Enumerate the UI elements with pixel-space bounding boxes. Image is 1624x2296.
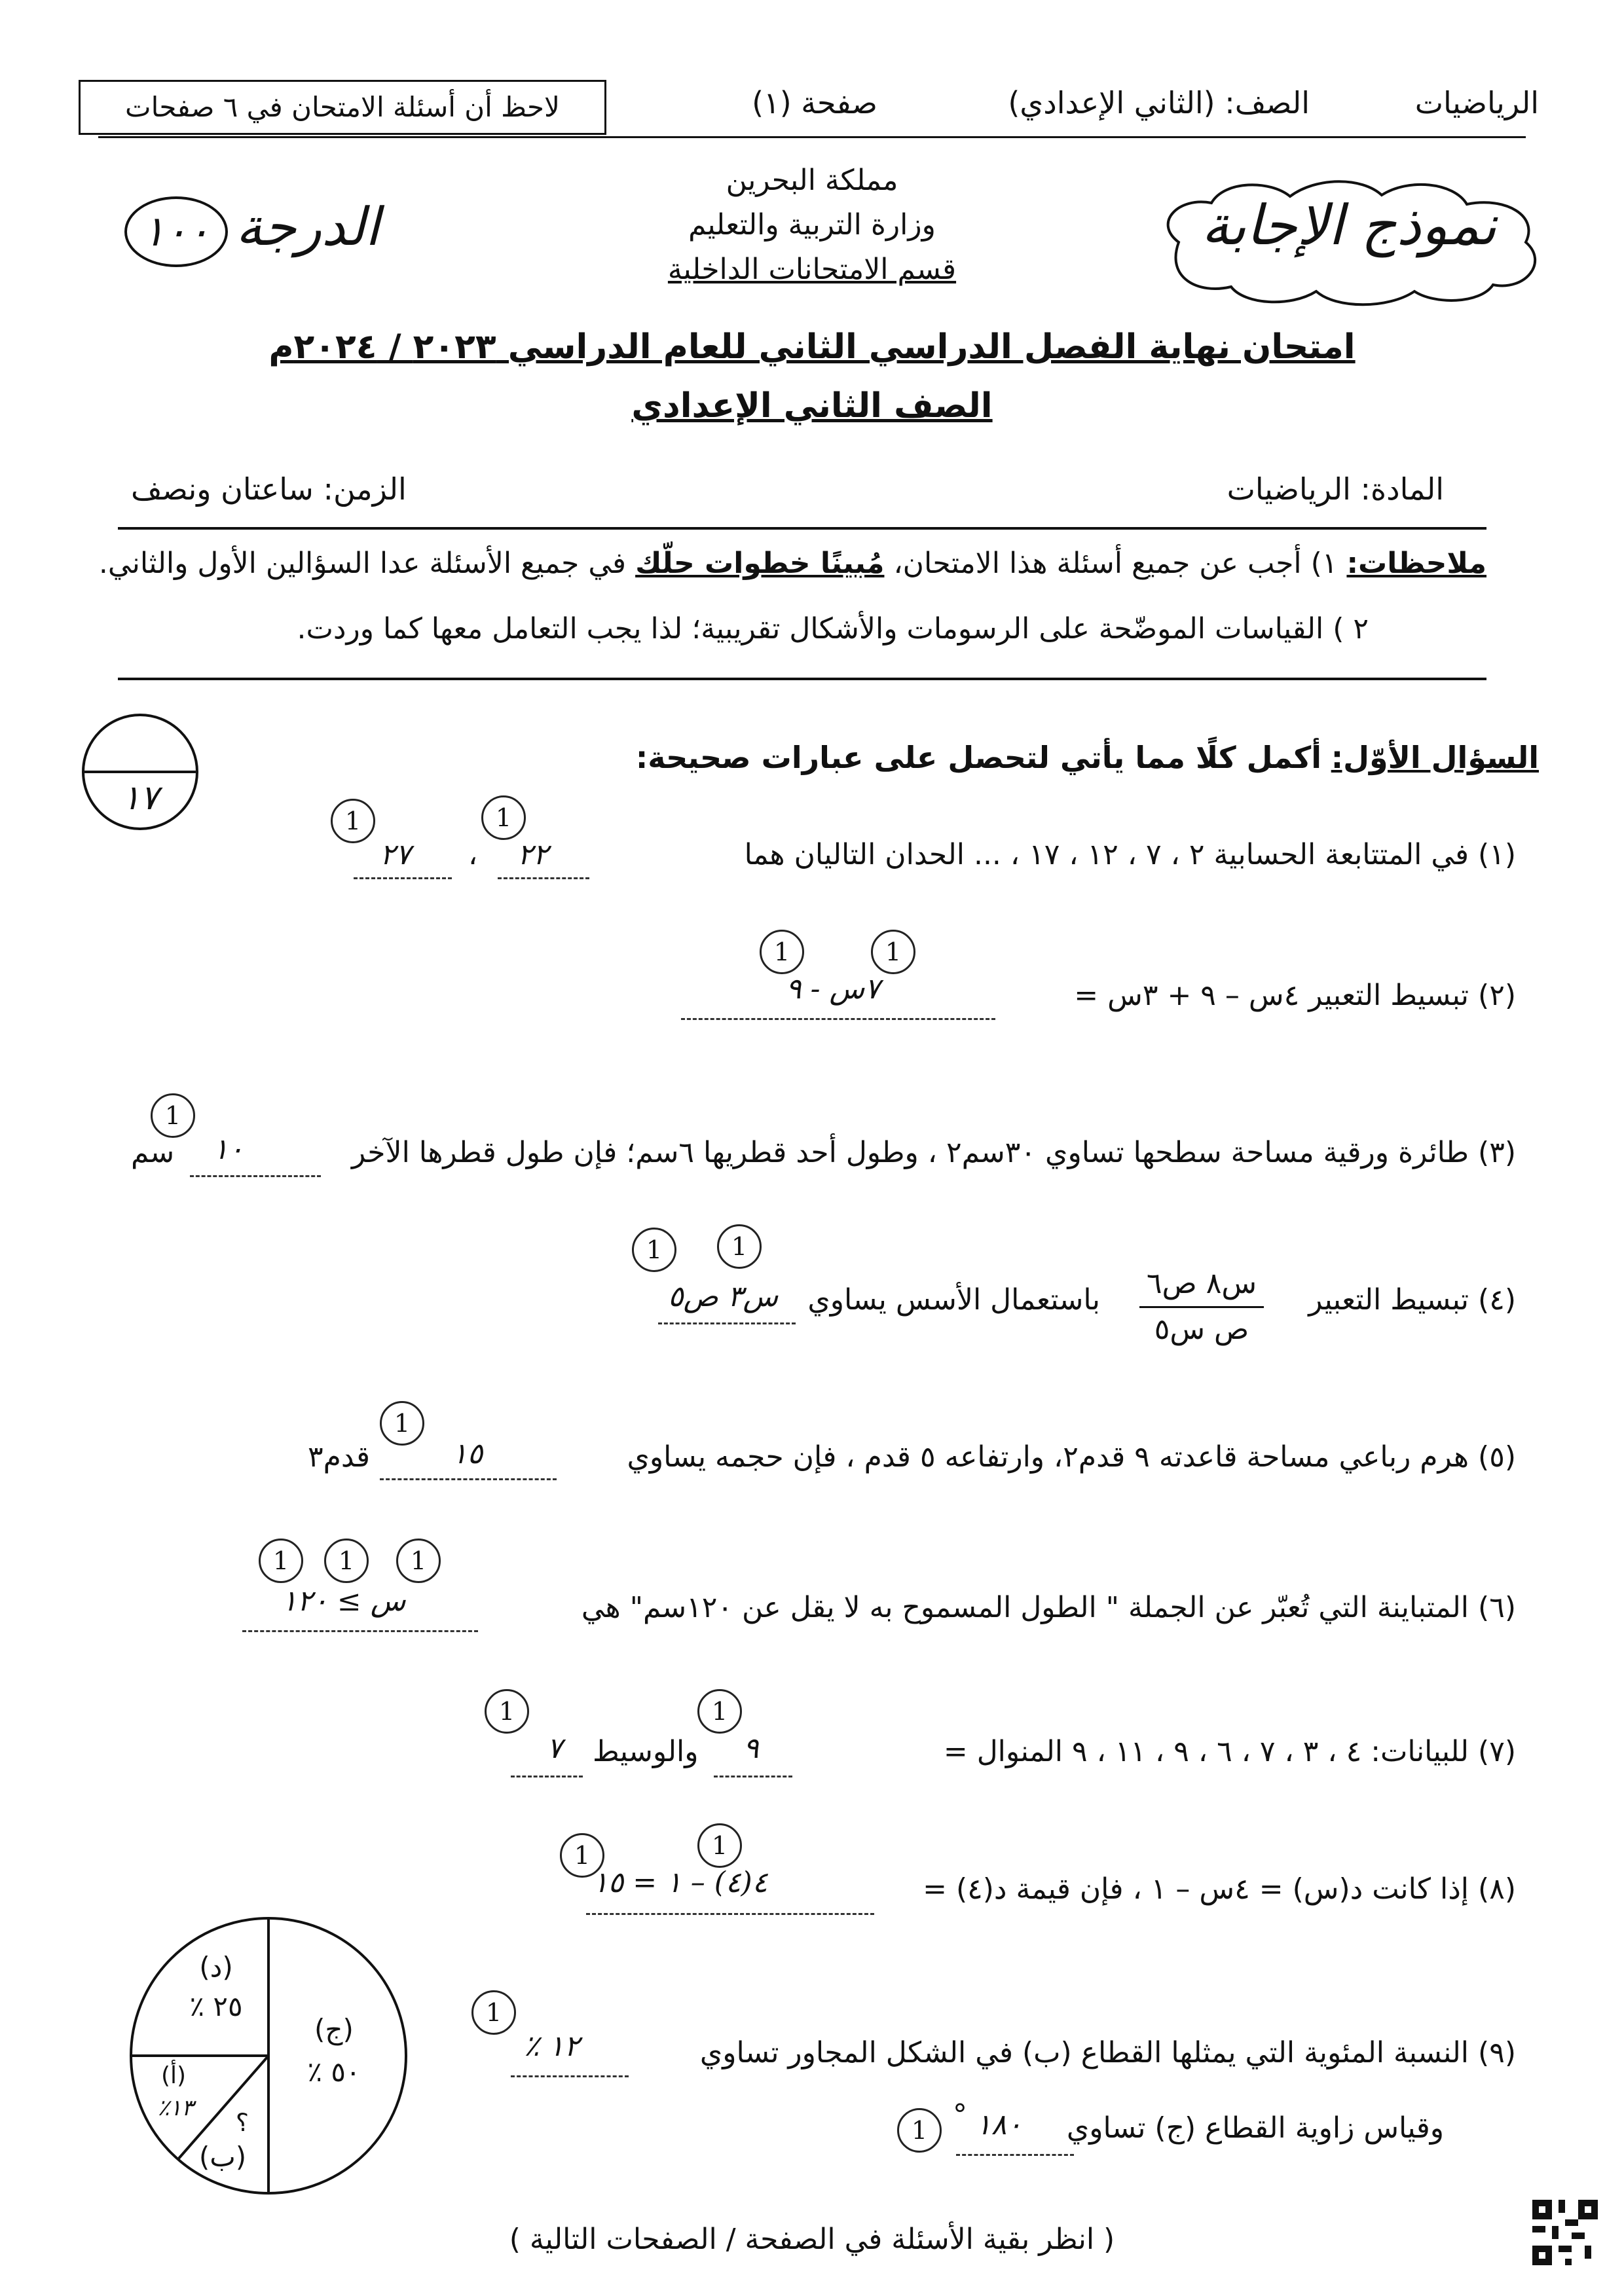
sector-j-label: (ج) [314, 2013, 354, 2045]
answer-1a: ٢٢ [517, 838, 549, 871]
header-rule [98, 136, 1526, 138]
header-subject: الرياضيات [1414, 85, 1539, 120]
answer-blank-3 [190, 1175, 321, 1177]
notes-line-1 [99, 547, 1486, 580]
fraction-denominator: ص س٥ [1154, 1313, 1249, 1346]
answer-1-separator: ، [468, 838, 478, 871]
answer-model-title: نموذج الإجابة [1201, 193, 1497, 257]
answer-blank-9a [511, 2075, 629, 2077]
mark-2a: 1 [760, 930, 804, 974]
mark-9a: 1 [471, 1990, 516, 2035]
mark-1a: 1 [331, 799, 375, 843]
pages-note: لاحظ أن أسئلة الامتحان في ٦ صفحات [125, 91, 560, 123]
answer-9a: ١٢ ٪ [524, 2030, 580, 2063]
answer-blank-8 [586, 1913, 874, 1915]
meta-subject: المادة: الرياضيات [1227, 471, 1444, 507]
q1-label: السؤال الأوّل: [1331, 740, 1539, 775]
footer-note: ( انظر بقية الأسئلة في الصفحة / الصفحات التالية ) [509, 2223, 1115, 2256]
q1-item-4a: (٤) تبسيط التعبير [1308, 1283, 1516, 1317]
notes-label: ملاحظات: [1346, 547, 1486, 580]
q1-item-9b: وقياس زاوية القطاع (ج) تساوي [1066, 2111, 1444, 2145]
answer-blank-1a [354, 877, 452, 879]
mark-7a: 1 [697, 1689, 742, 1734]
mark-4b: 1 [717, 1224, 762, 1269]
sector-d-label: (د) [199, 1951, 233, 1983]
mark-2b: 1 [871, 930, 915, 974]
sector-a-label: (أ) [160, 2062, 187, 2089]
q1-item-3-unit: سم [131, 1136, 175, 1169]
sector-b-label: (ب) [198, 2141, 247, 2173]
answer-blank-7b [511, 1776, 583, 1777]
note-1c: في جميع الأسئلة عدا السؤالين الأول والثاني. [98, 547, 627, 580]
mark-7b: 1 [485, 1689, 529, 1734]
answer-blank-7a [714, 1776, 792, 1777]
answer-1b: ٢٧ [380, 838, 411, 871]
fraction-bar [1139, 1306, 1264, 1308]
answer-4: س٣ ص٥ [668, 1280, 779, 1313]
q1-item-2: (٢) تبسيط التعبير ٤س – ٩ + ٣س = [1074, 979, 1516, 1012]
q1-score: ١٧ [122, 778, 158, 818]
total-label: الدرجة [236, 196, 380, 257]
note-2: ٢ ) القياسات الموضّحة على الرسومات والأشكال تقريبية؛ لذا يجب التعامل معها كما وردت. [297, 612, 1369, 646]
sector-b-value: ؟ [235, 2108, 249, 2137]
answer-6: س ≥ ١٢٠ [282, 1584, 406, 1618]
meta-rule [118, 527, 1486, 530]
pages-note-box [79, 80, 606, 135]
note-1-emphasis: مُبينًا خطوات حلّك [635, 547, 885, 580]
answer-2: ٧س - ٩ [786, 972, 880, 1006]
q1-instruction: أكمل كلًا مما يأتي لتحصل على عبارات صحيحة: [635, 740, 1322, 775]
mark-8a: 1 [560, 1833, 604, 1878]
exam-title: امتحان نهاية الفصل الدراسي الثاني للعام الدراسي ٢٠٢٣ / ٢٠٢٤م [268, 327, 1356, 367]
answer-3: ١٠ [213, 1133, 244, 1166]
answer-blank-2 [681, 1018, 995, 1020]
answer-8: ٤(٤) – ١ = ١٥ [593, 1866, 768, 1899]
mark-1b: 1 [481, 795, 526, 840]
mark-9b: 1 [897, 2108, 942, 2153]
mark-4a: 1 [632, 1228, 676, 1272]
answer-5: ١٥ [452, 1437, 483, 1470]
answer-blank-5 [380, 1478, 557, 1480]
note-1a: ١) أجب عن جميع أسئلة هذا الامتحان، [893, 547, 1338, 580]
total-value: ١٠٠ [124, 196, 228, 267]
notes-rule [118, 678, 1486, 680]
q1-header [636, 740, 1539, 775]
meta-time: الزمن: ساعتان ونصف [131, 471, 407, 507]
q1-item-8: (٨) إذا كانت د(س) = ٤س – ١ ، فإن قيمة د(٤) = [923, 1872, 1516, 1906]
answer-blank-1b [498, 877, 589, 879]
authority-department: قسم الامتحانات الداخلية [667, 253, 957, 286]
mark-6a: 1 [259, 1539, 303, 1583]
q1-item-1: (١) في المتتابعة الحسابية ٢ ، ٧ ، ١٢ ، ١٧ ، ... الحدان التاليان هما [744, 838, 1516, 871]
answer-7b: ٧ [547, 1732, 563, 1765]
sector-d-value: ٢٥ ٪ [189, 1990, 243, 2022]
sector-diagram [124, 1912, 413, 2200]
answer-blank-6 [242, 1630, 478, 1632]
answer-7a: ٩ [743, 1732, 759, 1765]
mark-6b: 1 [324, 1539, 369, 1583]
mark-5: 1 [380, 1401, 424, 1446]
q1-item-5: (٥) هرم رباعي مساحة قاعدته ٩ قدم٢، وارتفاعه ٥ قدم ، فإن حجمه يساوي [627, 1440, 1516, 1474]
header-grade: الصف: (الثاني الإعدادي) [1008, 85, 1310, 120]
header-page: صفحة (١) [752, 85, 877, 120]
q1-score-circle [82, 714, 198, 830]
sector-a-value: ١٣٪ [157, 2095, 194, 2121]
q1-item-3: (٣) طائرة ورقية مساحة سطحها تساوي ٣٠سم٢ ، وطول أحد قطريها ٦سم؛ فإن طول قطرها الآخر [352, 1136, 1516, 1169]
q1-item-6: (٦) المتباينة التي تُعبّر عن الجملة " الطول المسموح به لا يقل عن ١٢٠سم" هي [581, 1591, 1516, 1624]
mark-3: 1 [151, 1093, 195, 1138]
q1-item-5-unit: قدم٣ [308, 1440, 371, 1474]
q1-item-4b: باستعمال الأسس يساوي [807, 1283, 1100, 1317]
answer-blank-4 [658, 1322, 796, 1324]
qr-code-icon [1532, 2200, 1598, 2265]
authority-ministry: وزارة التربية والتعليم [688, 208, 936, 242]
q1-item-9a: (٩) النسبة المئوية التي يمثلها القطاع (ب) في الشكل المجاور تساوي [699, 2036, 1516, 2069]
fraction-numerator: س٨ ص٦ [1146, 1267, 1257, 1300]
answer-9b-degree: ° [953, 2098, 967, 2132]
sector-j-value: ٥٠ ٪ [307, 2056, 361, 2088]
q1-item-7-median-label: والوسيط [593, 1735, 699, 1768]
mark-6c: 1 [396, 1539, 441, 1583]
authority-kingdom: مملكة البحرين [726, 164, 898, 197]
answer-9b: ١٨٠ [976, 2108, 1022, 2141]
answer-blank-9b [956, 2154, 1074, 2156]
q1-item-7: (٧) للبيانات: ٤ ، ٣ ، ٧ ، ٦ ، ٩ ، ١١ ، ٩ المنوال = [943, 1735, 1516, 1768]
mark-8b: 1 [697, 1823, 742, 1868]
exam-grade: الصف الثاني الإعدادي [631, 386, 993, 426]
